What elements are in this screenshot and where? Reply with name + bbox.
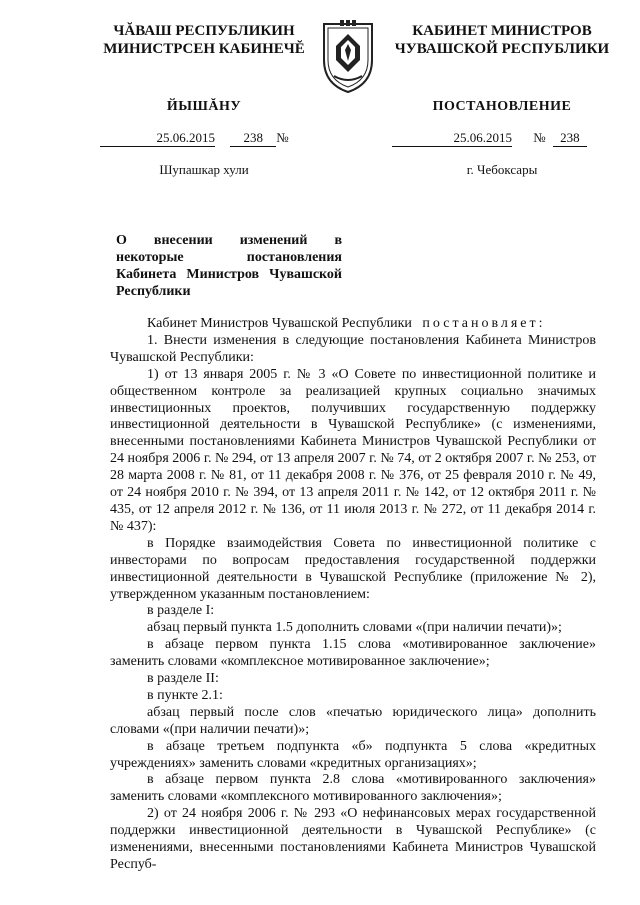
left-org-line2: МИНИСТРСЕН КАБИНЕЧĔ <box>103 41 305 57</box>
right-org-line1: КАБИНЕТ МИНИСТРОВ <box>412 23 592 39</box>
left-org-line1: ЧĂВАШ РЕСПУБЛИКИН <box>113 23 295 39</box>
intro-paragraph <box>110 316 596 333</box>
body-paragraph: абзац первый пункта 1.5 дополнить словами «(при наличии печати)»; <box>147 620 562 636</box>
right-city: г. Чебоксары <box>466 162 538 177</box>
body-paragraph: абзац первый после слов «печатью юридического лица» дополнить словами «(при наличии печати)»; <box>110 704 596 737</box>
right-date: 25.06.2015 <box>392 130 512 147</box>
body-paragraph: в разделе I: <box>147 603 215 619</box>
intro-lead: Кабинет Министров Чувашской Республики <box>147 316 412 331</box>
left-date: 25.06.2015 <box>100 130 215 147</box>
body-paragraph: 1. Внести изменения в следующие постановления Кабинета Министров Чувашской Республики: <box>110 332 596 365</box>
right-number: 238 <box>553 130 587 147</box>
right-date-number-line <box>392 130 604 147</box>
right-org-line2: ЧУВАШСКОЙ РЕСПУБЛИКИ <box>394 41 610 57</box>
body-paragraph: в пункте 2.1: <box>147 687 223 703</box>
document-title: О внесении изменений в некоторые постановления Кабинета Министров Чувашской Республики <box>116 233 342 299</box>
body-paragraph: в абзаце третьем подпункта «б» подпункта 5 слова «кредитных учреждениях» заменить словами «кредитных организациях»; <box>110 738 596 771</box>
right-number-sign: № <box>533 130 546 145</box>
body-paragraph: 1) от 13 января 2005 г. № 3 «О Совете по инвестиционной политике и общественном контроле за реализацией крупных социально значимых инвестиционных проектов, получивших государственную поддержку инвестиционной деятельности в Чувашской Республике» (с изменениями, внесенными постановлениями Кабинета Министров Чувашской Республики от 24 ноября 2006 г. № 294, от 13 апреля 2007 г. № 74, от 2 октября 2007 г. № 253, от 28 марта 2008 г. № 81, от 11 декабря 2008 г. № 376, от 25 февраля 2010 г. № 49, от 24 ноября 2010 г. № 394, от 13 апреля 2011 г. № 142, от 12 октября 2011 г. № 435, от 12 апреля 2012 г. № 136, от 11 июля 2013 г. № 272, от 11 декабря 2014 г. № 437): <box>110 366 596 534</box>
left-number: 238 <box>230 130 276 147</box>
body-paragraph: в разделе II: <box>147 671 219 687</box>
left-date-number-line <box>100 130 315 147</box>
document-body <box>110 316 596 874</box>
intro-verb: постановляет: <box>422 316 546 331</box>
left-number-sign: № <box>276 130 289 145</box>
body-paragraph: в абзаце первом пункта 1.15 слова «мотивированное заключение» заменить словами «комплексное мотивированное заключение»; <box>110 637 596 670</box>
body-paragraph: 2) от 24 ноября 2006 г. № 293 «О нефинансовых мерах государственной поддержки инвестиционной деятельности в Чувашской Республике» (с изменениями, внесенными постановлениями Кабинета Министров Чувашской Респуб- <box>110 806 596 872</box>
left-header <box>98 22 310 58</box>
coat-of-arms-emblem <box>316 20 380 94</box>
right-doc-type: ПОСТАНОВЛЕНИЕ <box>432 99 572 114</box>
right-header <box>384 22 620 58</box>
left-city: Шупашкар хули <box>159 162 249 177</box>
body-paragraph: в абзаце первом пункта 2.8 слова «мотивированного заключения» заменить словами «комплексного мотивированного заключения»; <box>110 772 596 805</box>
body-paragraph: в Порядке взаимодействия Совета по инвестиционной политике с инвесторами по вопросам предоставления государственной поддержки инвестиционной деятельности в Чувашской Республике (приложение № 2), утвержденном указанным постановлением: <box>110 535 596 602</box>
left-doc-type: ЙЫШĂНУ <box>166 99 242 114</box>
